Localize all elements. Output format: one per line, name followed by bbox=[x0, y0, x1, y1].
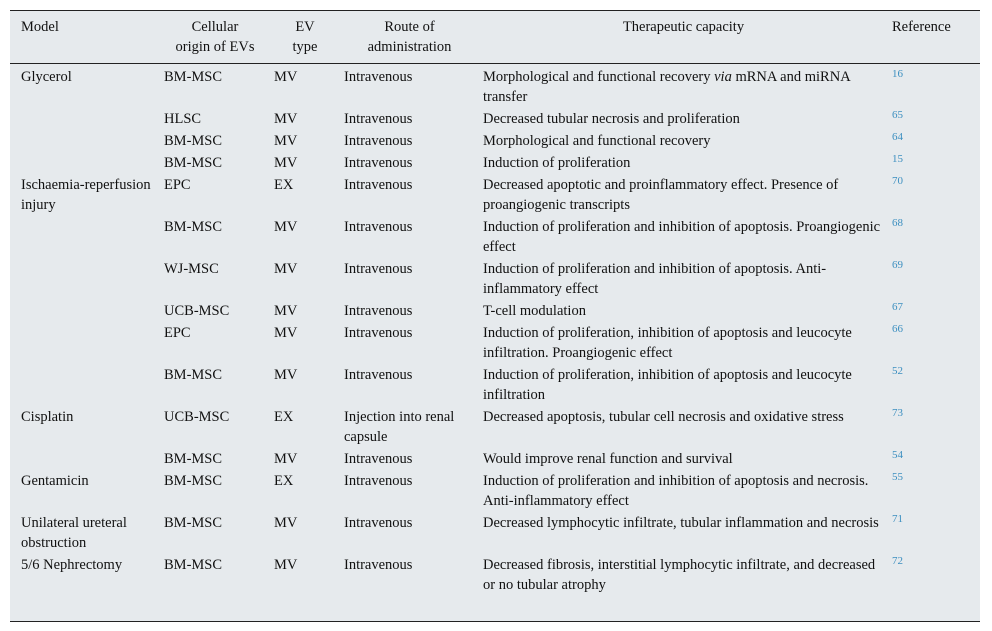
cell-cellular-origin: BM-MSC bbox=[164, 69, 223, 85]
cell-ev-type: EX bbox=[274, 409, 294, 425]
cell-route: Intravenous bbox=[344, 367, 413, 383]
cell-reference bbox=[888, 64, 980, 109]
cell-model bbox=[10, 448, 160, 470]
table-row bbox=[10, 152, 980, 174]
cell-cellular-origin: BM-MSC bbox=[164, 473, 223, 489]
cell-model: 5/6 Nephrectomy bbox=[21, 557, 123, 573]
cell-route: Intravenous bbox=[344, 261, 413, 277]
cell-route: Intravenous bbox=[344, 557, 413, 573]
cell-therapeutic-capacity: Induction of proliferation and inhibition of apoptosis. Proangiogenic effect bbox=[483, 219, 881, 255]
cell-route: Intravenous bbox=[344, 133, 413, 149]
cell-route: Intravenous bbox=[344, 219, 413, 235]
reference-link[interactable]: 72 bbox=[892, 555, 903, 567]
cell-route: Intravenous bbox=[344, 111, 413, 127]
cell-reference bbox=[888, 258, 980, 300]
table-row bbox=[10, 322, 980, 364]
reference-link[interactable]: 55 bbox=[892, 471, 903, 483]
cell-reference bbox=[888, 108, 980, 130]
cell-cellular-origin: BM-MSC bbox=[164, 367, 223, 383]
cell-cellular-origin: BM-MSC bbox=[164, 557, 223, 573]
cell-ev-type: MV bbox=[274, 261, 298, 277]
cell-cellular-origin: BM-MSC bbox=[164, 155, 223, 171]
cell-ev-type: MV bbox=[274, 155, 298, 171]
table-row bbox=[10, 448, 980, 470]
table-row bbox=[10, 174, 980, 216]
cell-reference bbox=[888, 470, 980, 512]
cell-cellular-origin: BM-MSC bbox=[164, 133, 223, 149]
reference-link[interactable]: 70 bbox=[892, 175, 903, 187]
cell-reference bbox=[888, 512, 980, 554]
table-row bbox=[10, 364, 980, 406]
cell-ev-type: EX bbox=[274, 177, 294, 193]
cell-therapeutic-capacity: Induction of proliferation and inhibition of apoptosis and necrosis. Anti-inflammatory effect bbox=[483, 473, 869, 509]
cell-model bbox=[10, 152, 160, 174]
cell-cellular-origin: WJ-MSC bbox=[164, 261, 219, 277]
cell-therapeutic-capacity: Morphological and functional recovery bbox=[483, 133, 711, 149]
cell-ev-type: MV bbox=[274, 451, 298, 467]
reference-link[interactable]: 54 bbox=[892, 449, 903, 461]
cell-reference bbox=[888, 322, 980, 364]
header-cellular-origin: Cellular origin of EVs bbox=[160, 11, 270, 64]
cell-ev-type: MV bbox=[274, 515, 298, 531]
cell-model: Gentamicin bbox=[21, 473, 89, 489]
cell-route: Intravenous bbox=[344, 177, 413, 193]
table-row bbox=[10, 130, 980, 152]
cell-therapeutic-capacity: Induction of proliferation, inhibition of apoptosis and leucocyte infiltration. Proangiogenic effect bbox=[483, 325, 852, 361]
cell-therapeutic-capacity: Decreased tubular necrosis and proliferation bbox=[483, 111, 740, 127]
header-route: Route of administration bbox=[340, 11, 479, 64]
reference-link[interactable]: 73 bbox=[892, 407, 903, 419]
cell-therapeutic-capacity: Decreased apoptosis, tubular cell necrosis and oxidative stress bbox=[483, 409, 844, 425]
cell-cellular-origin: UCB-MSC bbox=[164, 409, 230, 425]
cell-reference bbox=[888, 448, 980, 470]
header-reference: Reference bbox=[888, 11, 980, 64]
cell-reference bbox=[888, 406, 980, 448]
cell-cellular-origin: BM-MSC bbox=[164, 219, 223, 235]
table-body bbox=[10, 64, 980, 597]
ev-therapy-table bbox=[10, 11, 980, 596]
cell-therapeutic-capacity: T-cell modulation bbox=[483, 303, 586, 319]
cell-ev-type: EX bbox=[274, 473, 294, 489]
cell-reference bbox=[888, 174, 980, 216]
cell-therapeutic-capacity: Induction of proliferation bbox=[483, 155, 631, 171]
cell-model bbox=[10, 216, 160, 258]
ev-therapy-table-container bbox=[10, 10, 980, 622]
cell-model bbox=[10, 300, 160, 322]
header-row bbox=[10, 11, 980, 64]
cell-model: Cisplatin bbox=[21, 409, 74, 425]
cell-ev-type: MV bbox=[274, 69, 298, 85]
cell-ev-type: MV bbox=[274, 325, 298, 341]
cell-cellular-origin: EPC bbox=[164, 325, 191, 341]
cell-ev-type: MV bbox=[274, 367, 298, 383]
cell-route: Intravenous bbox=[344, 155, 413, 171]
cell-ev-type: MV bbox=[274, 557, 298, 573]
cell-therapeutic-capacity: Would improve renal function and survival bbox=[483, 451, 733, 467]
cell-therapeutic-capacity: Decreased lymphocytic infiltrate, tubular inflammation and necrosis bbox=[483, 515, 879, 531]
cell-therapeutic-capacity: Decreased apoptotic and proinflammatory effect. Presence of proangiogenic transcripts bbox=[483, 177, 839, 213]
cell-reference bbox=[888, 130, 980, 152]
table-row bbox=[10, 108, 980, 130]
table-row bbox=[10, 216, 980, 258]
cell-cellular-origin: BM-MSC bbox=[164, 451, 223, 467]
table-row bbox=[10, 512, 980, 554]
table-row bbox=[10, 554, 980, 596]
cell-reference bbox=[888, 300, 980, 322]
cell-therapeutic-capacity: Morphological and functional recovery via mRNA and miRNA transfer bbox=[483, 69, 850, 105]
cell-reference bbox=[888, 364, 980, 406]
reference-link[interactable]: 66 bbox=[892, 323, 903, 335]
cell-route: Intravenous bbox=[344, 451, 413, 467]
cell-route: Injection into renal capsule bbox=[344, 409, 455, 445]
cell-model bbox=[10, 258, 160, 300]
cell-model: Unilateral ureteral obstruction bbox=[21, 515, 127, 551]
cell-therapeutic-capacity: Decreased fibrosis, interstitial lymphocytic infiltrate, and decreased or no tubular atrophy bbox=[483, 557, 876, 593]
cell-model bbox=[10, 322, 160, 364]
cell-model bbox=[10, 364, 160, 406]
cell-ev-type: MV bbox=[274, 219, 298, 235]
reference-link[interactable]: 71 bbox=[892, 513, 903, 525]
cell-ev-type: MV bbox=[274, 303, 298, 319]
cell-route: Intravenous bbox=[344, 473, 413, 489]
cell-cellular-origin: EPC bbox=[164, 177, 191, 193]
cell-route: Intravenous bbox=[344, 303, 413, 319]
reference-link[interactable]: 15 bbox=[892, 153, 903, 165]
cell-cellular-origin: UCB-MSC bbox=[164, 303, 230, 319]
cell-model bbox=[10, 130, 160, 152]
reference-link[interactable]: 69 bbox=[892, 259, 903, 271]
cell-model bbox=[10, 108, 160, 130]
cell-therapeutic-capacity: Induction of proliferation, inhibition of apoptosis and leucocyte infiltration bbox=[483, 367, 852, 403]
cell-ev-type: MV bbox=[274, 133, 298, 149]
cell-cellular-origin: HLSC bbox=[164, 111, 202, 127]
cell-model: Ischaemia-reperfusion injury bbox=[21, 177, 151, 213]
table-row bbox=[10, 406, 980, 448]
reference-link[interactable]: 52 bbox=[892, 365, 903, 377]
cell-reference bbox=[888, 216, 980, 258]
cell-reference bbox=[888, 554, 980, 596]
reference-link[interactable]: 67 bbox=[892, 301, 903, 313]
cell-route: Intravenous bbox=[344, 325, 413, 341]
table-row bbox=[10, 300, 980, 322]
table-row bbox=[10, 64, 980, 109]
cell-therapeutic-capacity: Induction of proliferation and inhibition of apoptosis. Anti-inflammatory effect bbox=[483, 261, 827, 297]
cell-cellular-origin: BM-MSC bbox=[164, 515, 223, 531]
cell-route: Intravenous bbox=[344, 69, 413, 85]
reference-link[interactable]: 65 bbox=[892, 109, 903, 121]
table-row bbox=[10, 258, 980, 300]
cell-route: Intravenous bbox=[344, 515, 413, 531]
cell-ev-type: MV bbox=[274, 111, 298, 127]
reference-link[interactable]: 16 bbox=[892, 68, 903, 80]
reference-link[interactable]: 68 bbox=[892, 217, 903, 229]
cell-reference bbox=[888, 152, 980, 174]
reference-link[interactable]: 64 bbox=[892, 131, 903, 143]
table-row bbox=[10, 470, 980, 512]
header-ev-type: EV type bbox=[270, 11, 340, 64]
header-therapeutic-capacity: Therapeutic capacity bbox=[479, 11, 888, 64]
header-model: Model bbox=[10, 11, 160, 64]
cell-model: Glycerol bbox=[21, 69, 72, 85]
